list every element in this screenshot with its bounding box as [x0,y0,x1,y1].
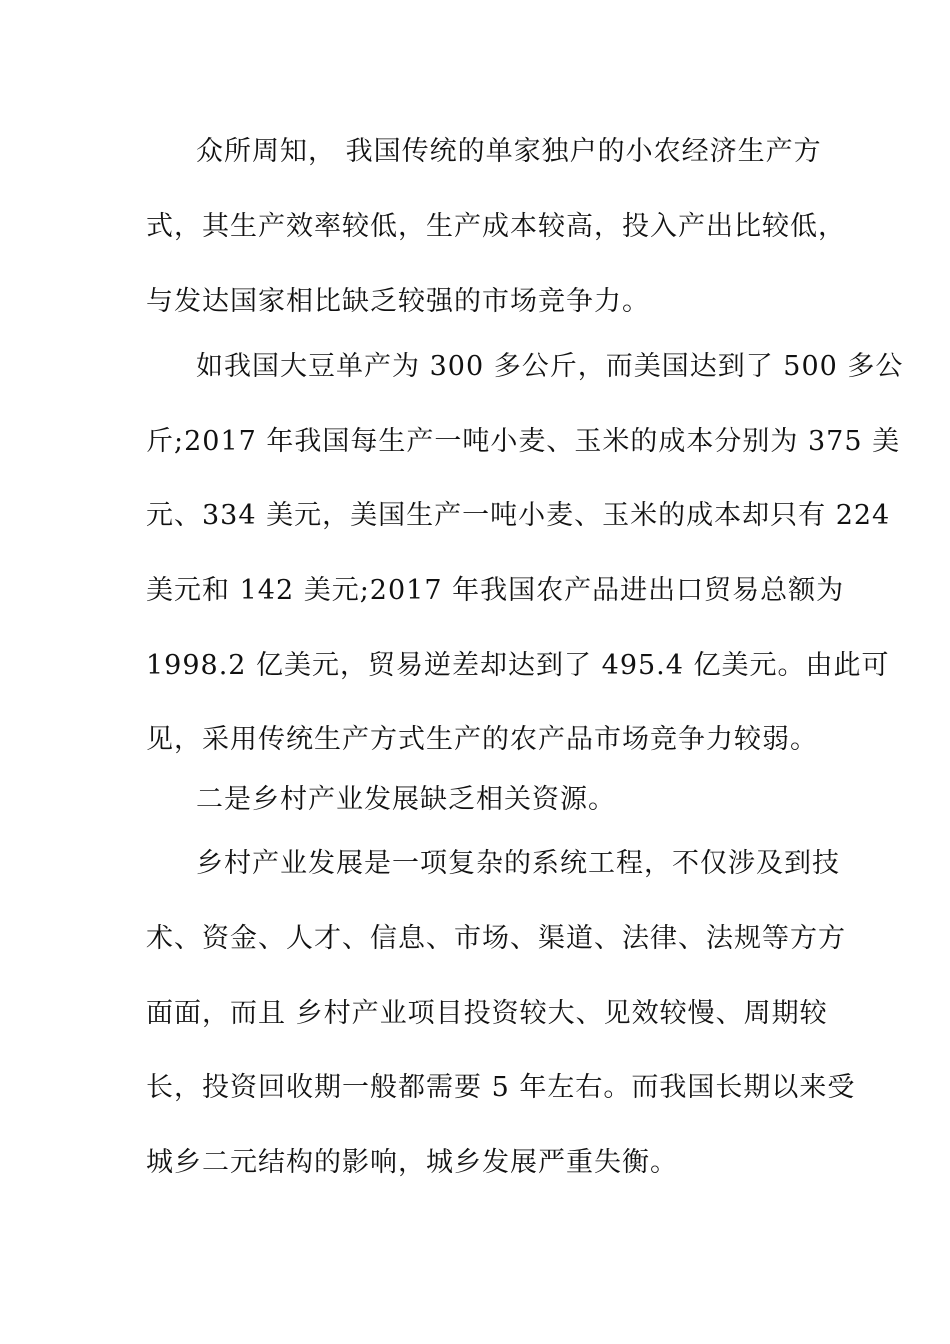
paragraph-4-line-3: 面面，而且 乡村产业项目投资较大、见效较慢、周期较 [146,998,828,1029]
paragraph-2-line-2: 斤;2017 年我国每生产一吨小麦、玉米的成本分别为 375 美 [146,426,901,457]
paragraph-2-line-4: 美元和 142 美元;2017 年我国农产品进出口贸易总额为 [146,575,845,606]
paragraph-4-line-5: 城乡二元结构的影响，城乡发展严重失衡。 [146,1147,678,1178]
paragraph-2-line-6: 见，采用传统生产方式生产的农产品市场竞争力较弱。 [146,724,818,755]
paragraph-2-line-1: 如我国大豆单产为 300 多公斤，而美国达到了 500 多公 [196,351,904,382]
paragraph-4-line-1: 乡村产业发展是一项复杂的系统工程，不仅涉及到技 [196,848,840,879]
paragraph-2-line-3: 元、334 美元，美国生产一吨小麦、玉米的成本却只有 224 [146,500,891,531]
paragraph-3-line-1: 二是乡村产业发展缺乏相关资源。 [196,784,616,815]
paragraph-1-line-3: 与发达国家相比缺乏较强的市场竞争力。 [146,286,650,317]
paragraph-1-line-1: 众所周知， 我国传统的单家独户的小农经济生产方 [196,136,822,167]
paragraph-2-line-5: 1998.2 亿美元，贸易逆差却达到了 495.4 亿美元。由此可 [146,650,890,681]
paragraph-4-line-4: 长，投资回收期一般都需要 5 年左右。而我国长期以来受 [146,1072,856,1103]
paragraph-4-line-2: 术、资金、人才、信息、市场、渠道、法律、法规等方方 [146,923,846,954]
paragraph-1-line-2: 式，其生产效率较低，生产成本较高，投入产出比较低， [146,211,846,242]
